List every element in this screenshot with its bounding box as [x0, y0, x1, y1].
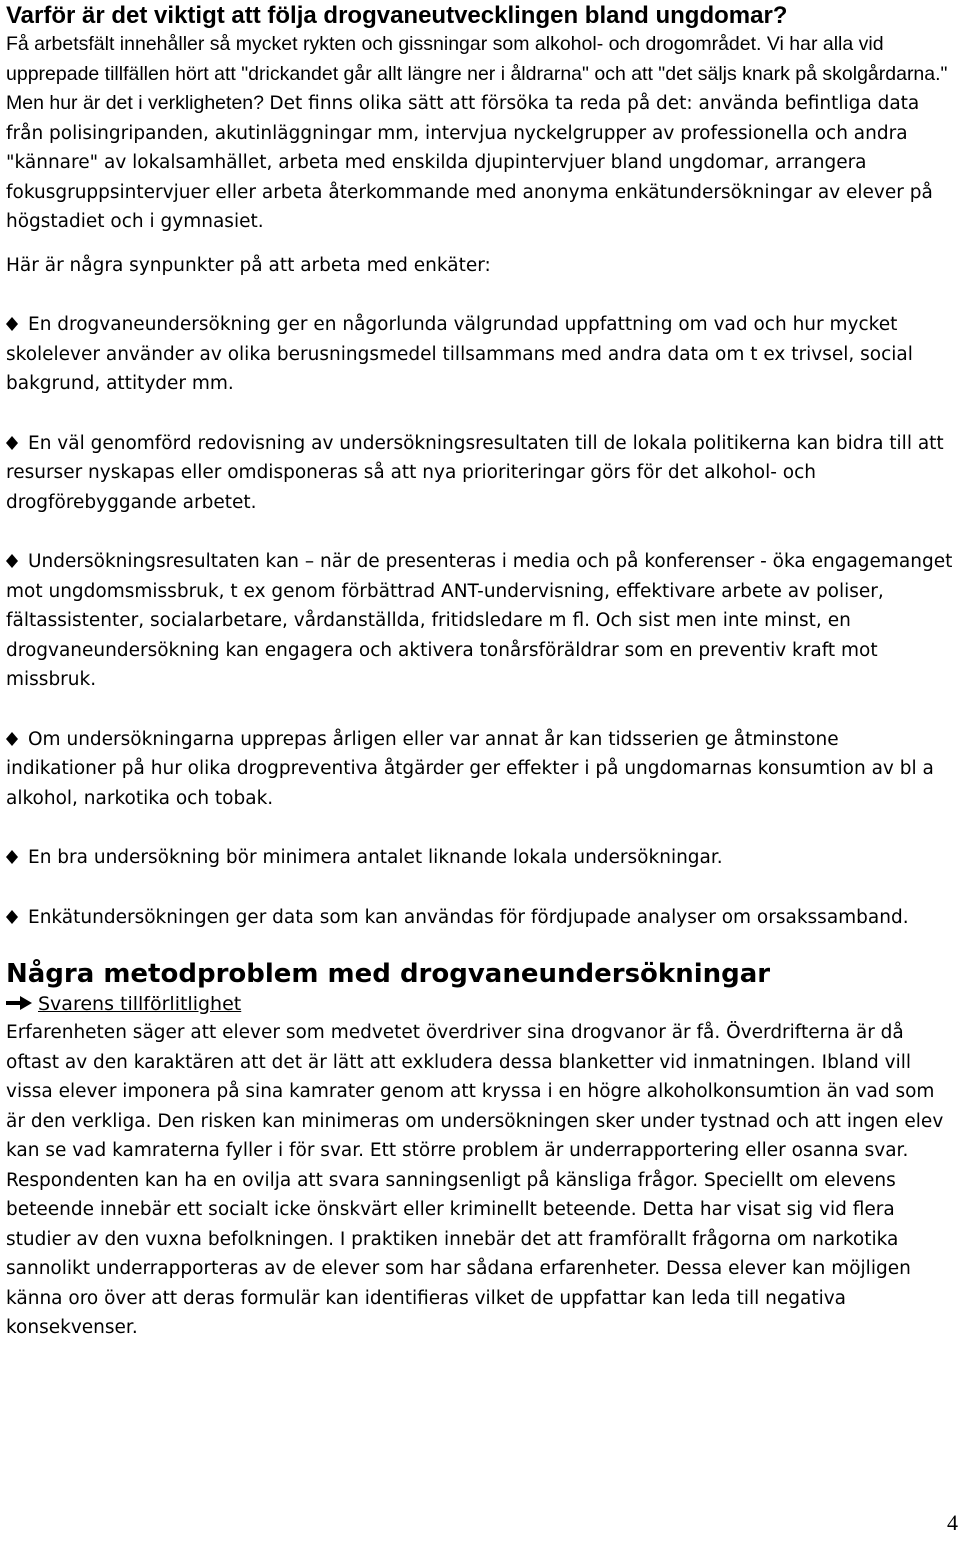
page-title: Varför är det viktigt att följa drogvaneutvecklingen bland ungdomar?: [6, 2, 788, 29]
diamond-bullet-icon: [6, 732, 18, 746]
diamond-bullet-icon: [6, 436, 18, 450]
list-item-text: En väl genomförd redovisning av undersökningsresultaten till de lokala politikerna kan bidra till att resurser nyskapas eller omdisponeras så att nya prioriteringar görs för det alkohol- och drogförebyggande arbetet.: [6, 432, 944, 513]
survey-lead: Här är några synpunkter på att arbeta med enkäter:: [6, 254, 491, 276]
list-item-text: Undersökningsresultaten kan – när de presenteras i media och på konferenser - öka engagemanget mot ungdomsmissbruk, t ex genom förbättrad ANT-undervisning, effektivare arbete av poliser, fältassistenter, socialarbetare, vårdanställda, fritidsledare m fl. Och sist men inte minst, en drogvaneundersökning kan engagera och aktivera tonårsföräldrar som en preventiv kraft mot missbruk.: [6, 551, 953, 690]
list-item-text: Om undersökningarna upprepas årligen eller var annat år kan tidsserien ge åtminstone indikationer på hur olika drogpreventiva åtgärder ger effekter i på ungdomarnas konsumtion av bl a alkohol, narkotika och tobak.: [6, 728, 934, 809]
list-item-text: En drogvaneundersökning ger en någorlunda välgrundad uppfattning om vad och hur mycket skolelever använder av olika berusningsmedel tillsammans med andra data om t ex trivsel, social bakgrund, attityder mm.: [6, 314, 913, 394]
arrow-right-icon: [6, 996, 32, 1010]
subheading-text: Svarens tillförlitlighet: [38, 993, 242, 1015]
section-heading: Några metodproblem med drogvaneundersökningar: [6, 959, 771, 989]
page-number: 4: [947, 1510, 958, 1535]
list-item: [6, 903, 954, 933]
diamond-bullet-icon: [6, 850, 18, 864]
list-item-text: Enkätundersökningen ger data som kan användas för fördjupade analyser om orsakssamband.: [28, 906, 909, 928]
diamond-bullet-icon: [6, 554, 18, 568]
list-item: [6, 429, 954, 518]
list-item: [6, 843, 954, 873]
diamond-bullet-icon: [6, 317, 18, 331]
section-paragraph: Erfarenheten säger att elever som medvetet överdriver sina drogvanor är få. Överdrifterna är då oftast av den karaktären att det är lätt att exkludera dessa blanketter vid inmatningen. Ibland vill vissa elever imponera på sina kamrater genom att kryssa i en högre alkoholkonsumtion än vad som är den verkliga. Den risken kan minimeras om undersökningen sker under tystnad och att ingen elev kan se vad kamraterna fyller i för svar. Ett större problem är underrapportering eller osanna svar. Respondenten kan ha en ovilja att svara sanningsenligt på känsliga frågor. Speciellt om elevens beteende innebär ett socialt icke önskvärt eller kriminellt beteende. Detta har visat sig vid flera studier av den vuxna befolkningen. I praktiken innebär det att framförallt frågorna om narkotika sannolikt underrapporteras av de elever som har sådana erfarenheter. Dessa elever kan möjligen känna oro över att deras formulär kan identifieras vilket de uppfattar kan leda till negativa konsekvenser.: [6, 1022, 944, 1338]
diamond-bullet-icon: [6, 910, 18, 924]
list-item: [6, 547, 954, 695]
intro-text-part1: Få arbetsfält innehåller så mycket rykten och gissningar som alkohol- och drogområdet. Vi har alla vid upprepade tillfällen hört att "drickandet går allt längre ner i åldrarna" och att "det säljs knark på skolgårdarna." Men hur är det i verkligheten?: [6, 33, 948, 114]
intro-text-part2: Det finns olika sätt att försöka ta reda på det: använda befintliga data från polisingripanden, akutinläggningar mm, intervjua nyckelgrupper av professionella och andra "kännare" av lokalsamhället, arbeta med enskilda djupintervjuer bland ungdomar, arrangera fokusgruppsintervjuer eller arbeta återkommande med anonyma enkätundersökningar av elever på högstadiet och i gymnasiet.: [6, 93, 933, 232]
subheading: [6, 990, 954, 1018]
list-item: [6, 310, 954, 399]
intro-paragraph: [6, 30, 954, 237]
list-item: [6, 725, 954, 814]
list-item-text: En bra undersökning bör minimera antalet liknande lokala undersökningar.: [28, 847, 723, 868]
document-page: [6, 0, 954, 1343]
